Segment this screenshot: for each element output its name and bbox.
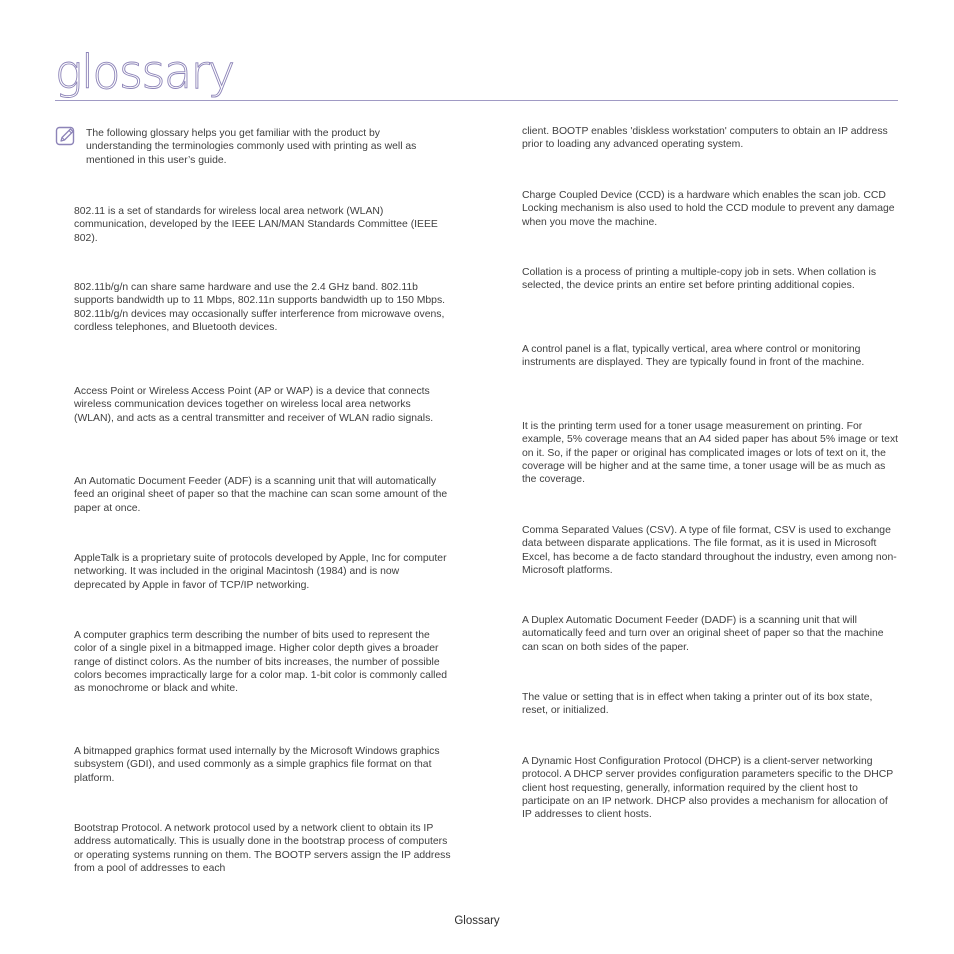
glossary-definition-bmp: A bitmapped graphics format used internally by the Microsoft Windows graphics subsystem (GDI), and used commonly as a simple graphics file format on that platform. (74, 746, 440, 784)
page-footer: Glossary (454, 915, 500, 927)
page-title: glossary (55, 45, 234, 99)
glossary-definition-ccd: Charge Coupled Device (CCD) is a hardware which enables the scan job. CCD Locking mechanism is also used to hold the CCD module to prevent any damage when you move the machine. (522, 190, 895, 228)
glossary-definition-access-point: Access Point or Wireless Access Point (AP or WAP) is a device that connects wireless communication devices together on wireless local area networks (WLAN), and acts as a central transmitter and receiver of WLAN radio signals. (74, 386, 434, 424)
glossary-definition-bootp: Bootstrap Protocol. A network protocol used by a network client to obtain its IP address automatically. This is usually done in the bootstrap process of computers or operating systems running on them. The BOOTP servers assign the IP address from a pool of addresses to each (74, 823, 451, 874)
glossary-definition-control-panel: A control panel is a flat, typically vertical, area where control or monitoring instruments are displayed. They are typically found in front of the machine. (522, 344, 865, 369)
note-text: The following glossary helps you get familiar with the product by understanding the terminologies commonly used with printing as well as mentioned in this user’s guide. (86, 128, 417, 166)
glossary-definition-bit-depth: A computer graphics term describing the number of bits used to represent the color of a single pixel in a bitmapped image. Higher color depth gives a broader range of distinct colors. As the number of bits increases, the number of possible colors becomes impractically large for a color map. 1-bit color is commonly called as monochrome or black and white. (74, 630, 448, 695)
glossary-definition-csv: Comma Separated Values (CSV). A type of file format, CSV is used to exchange data between disparate applications. The file format, as it is used in Microsoft Excel, has become a de facto standard throughout the industry, even among non-Microsoft platforms. (522, 525, 897, 576)
glossary-definition-dadf: A Duplex Automatic Document Feeder (DADF) is a scanning unit that will automatically feed and turn over an original sheet of paper so that the machine can scan on both sides of the paper. (522, 615, 884, 653)
glossary-definition-adf: An Automatic Document Feeder (ADF) is a scanning unit that will automatically feed an original sheet of paper so that the machine can scan some amount of the paper at once. (74, 476, 448, 514)
glossary-definition-802-11: 802.11 is a set of standards for wireless local area network (WLAN) communication, developed by the IEEE LAN/MAN Standards Committee (IEEE 802). (74, 206, 438, 244)
glossary-definition-appletalk: AppleTalk is a proprietary suite of protocols developed by Apple, Inc for computer networking. It was included in the original Macintosh (1984) and is now deprecated by Apple in favor of TCP/IP networking. (74, 553, 447, 591)
glossary-definition-bootp-continued: client. BOOTP enables 'diskless workstation' computers to obtain an IP address prior to loading any advanced operating system. (522, 126, 888, 151)
title-divider (55, 100, 898, 101)
glossary-definition-dhcp: A Dynamic Host Configuration Protocol (DHCP) is a client-server networking protocol. A DHCP server provides configuration parameters specific to the DHCP client host requesting, generally, information required by the client host to participate on an IP network. DHCP also provides a mechanism for allocation of IP addresses to client hosts. (522, 756, 893, 821)
glossary-definition-coverage: It is the printing term used for a toner usage measurement on printing. For example, 5% coverage means that an A4 sided paper has about 5% image or text on it. So, if the paper or original has complicated images or lots of text on it, the coverage will be higher and at the same time, a toner usage will be as much as the coverage. (522, 421, 899, 486)
note-pencil-icon (55, 125, 77, 147)
glossary-definition-default: The value or setting that is in effect when taking a printer out of its box state, reset, or initialized. (522, 692, 873, 717)
glossary-definition-802-11bgn: 802.11b/g/n can share same hardware and use the 2.4 GHz band. 802.11b supports bandwidth up to 11 Mbps, 802.11n supports bandwidth up to 150 Mbps. 802.11b/g/n devices may occasionally suffer interference from microwave ovens, cordless telephones, and Bluetooth devices. (74, 282, 446, 333)
glossary-definition-collation: Collation is a process of printing a multiple-copy job in sets. When collation is selected, the device prints an entire set before printing additional copies. (522, 267, 877, 292)
